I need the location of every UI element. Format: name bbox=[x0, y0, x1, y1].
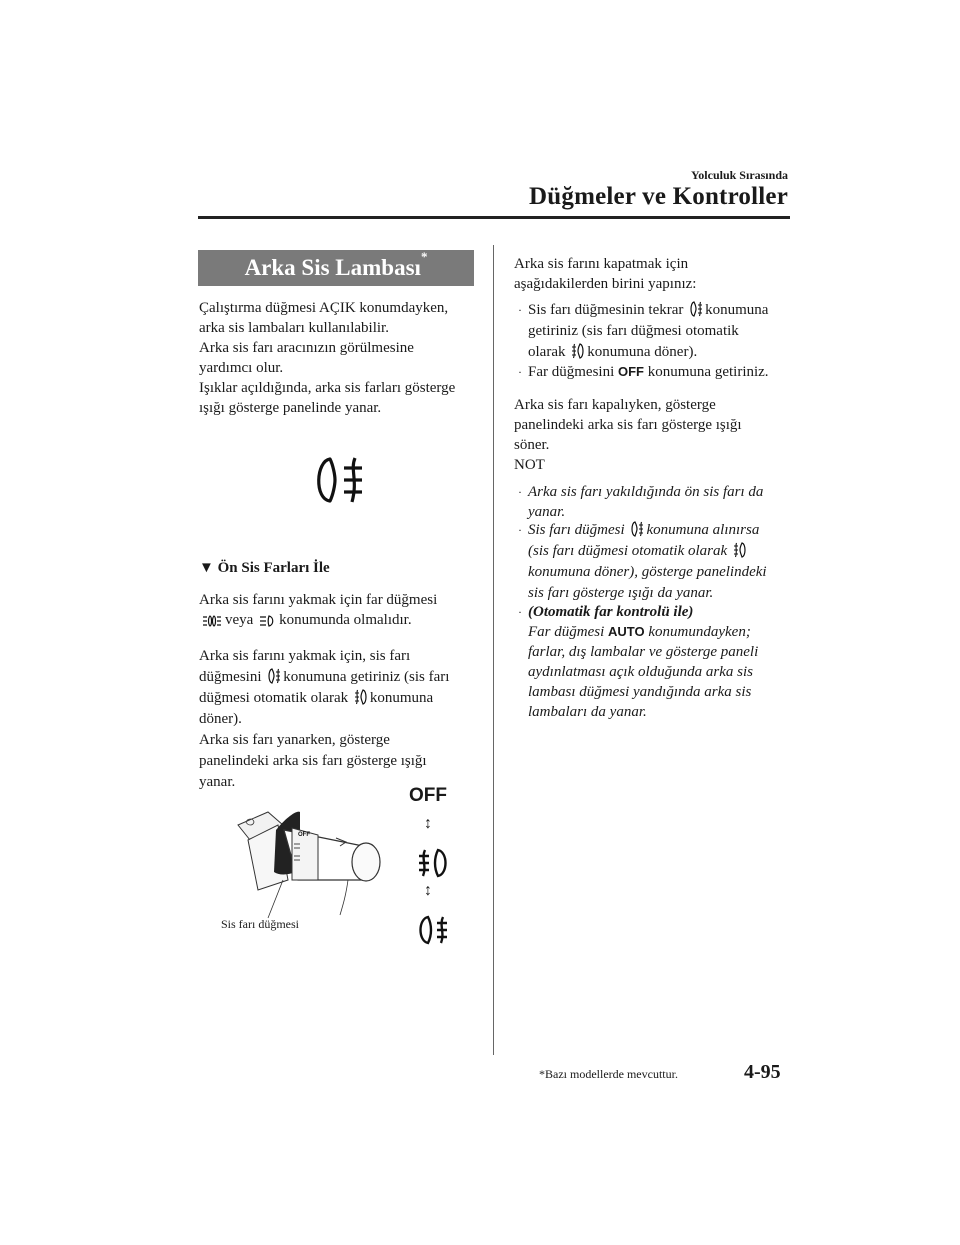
text-line: Sis farı düğmesi konumuna alınırsa bbox=[528, 522, 760, 538]
availability-mark: * bbox=[420, 249, 428, 264]
text-line: yanar. bbox=[528, 504, 566, 520]
bullet-item-1 bbox=[518, 300, 769, 363]
bullet-marker: · bbox=[518, 523, 522, 537]
text-line: Sis farı düğmesinin tekrar konumuna bbox=[528, 302, 769, 318]
text-line: döner). bbox=[199, 711, 242, 727]
text-line: (sis farı düğmesi otomatik olarak bbox=[528, 541, 767, 562]
front-fog-icon bbox=[354, 689, 368, 705]
turn-off-result bbox=[514, 395, 742, 455]
text-line: Arka sis farını kapatmak için bbox=[514, 256, 689, 272]
text-line: olarak konumuna döner). bbox=[528, 344, 698, 360]
text-line: lambası düğmesi yandığında arka sis bbox=[528, 684, 752, 700]
text-line: Arka sis farı kapalıyken, gösterge bbox=[514, 397, 716, 413]
text-line: Arka sis farı yanarken, gösterge bbox=[199, 732, 390, 748]
header-rule bbox=[198, 216, 790, 219]
rear-fog-icon bbox=[267, 668, 281, 684]
front-fog-icon bbox=[733, 542, 747, 558]
arrow-updown-icon: ↕ bbox=[424, 882, 432, 899]
column-divider bbox=[493, 245, 494, 1055]
text-line: Arka sis farını yakmak için, sis farı bbox=[199, 648, 411, 664]
note-item-2 bbox=[518, 520, 767, 604]
off-position-label: OFF bbox=[409, 785, 447, 806]
footnote: *Bazı modellerde mevcuttur. bbox=[539, 1067, 678, 1081]
text-line: aydınlatması açık olduğunda arka sis bbox=[528, 664, 753, 680]
bullet-item-2: · Far düğmesini OFF konumuna getiriniz. bbox=[518, 364, 769, 380]
headlight-icon bbox=[201, 615, 223, 627]
section-banner bbox=[198, 250, 474, 286]
note-item-1 bbox=[518, 482, 764, 522]
note-item-3 bbox=[518, 602, 759, 722]
text-line: yardımcı olur. bbox=[199, 360, 284, 376]
section-heading: Arka Sis Lambası bbox=[244, 255, 421, 280]
text-line: Arka sis farını yakmak için far düğmesi bbox=[199, 592, 438, 608]
chapter-title: Düğmeler ve Kontroller bbox=[529, 183, 788, 210]
text-line: düğmesi otomatik olarak konumuna bbox=[199, 690, 434, 706]
text-line: Arka sis farı aracınızın görülmesine bbox=[199, 340, 414, 356]
note-heading: NOT bbox=[514, 457, 545, 473]
rear-fog-icon bbox=[416, 915, 450, 950]
bullet-marker: · bbox=[518, 303, 522, 317]
text-line: Çalıştırma düğmesi AÇIK konumdayken, bbox=[199, 300, 449, 316]
text-line: Arka sis farı yakıldığında ön sis farı da bbox=[528, 484, 764, 500]
front-fog-icon bbox=[571, 343, 585, 359]
bullet-marker: · bbox=[518, 365, 522, 379]
triangle-marker-icon: ▼ bbox=[199, 560, 214, 576]
parking-light-icon bbox=[259, 615, 277, 627]
text-line: söner. bbox=[514, 437, 550, 453]
page-number: 4-95 bbox=[744, 1061, 781, 1083]
rear-fog-icon bbox=[630, 521, 644, 537]
text-line: (Otomatik far kontrolü ile) bbox=[528, 604, 694, 620]
subsection-title: Ön Sis Farları İle bbox=[217, 560, 330, 576]
front-fog-icon bbox=[416, 848, 450, 883]
bullet-marker: · bbox=[518, 605, 522, 619]
paragraph-2 bbox=[199, 646, 449, 793]
bullet-marker: · bbox=[518, 485, 522, 499]
section-title: Yolculuk Sırasında bbox=[690, 168, 788, 182]
text-line: getiriniz (sis farı düğmesi otomatik bbox=[528, 323, 739, 339]
subsection-heading bbox=[199, 560, 330, 577]
text-line: düğmesini konumuna getiriniz (sis farı bbox=[199, 669, 450, 685]
text-line: Far düğmesi AUTO konumundayken; bbox=[528, 624, 751, 640]
text-line: panelindeki arka sis farı gösterge ışığı bbox=[199, 753, 427, 769]
text-line: konumuna döner), gösterge panelindeki bbox=[528, 564, 767, 580]
turn-off-intro bbox=[514, 254, 696, 294]
text-line: ışığı gösterge panelinde yanar. bbox=[199, 400, 382, 416]
rear-fog-icon bbox=[310, 455, 368, 510]
text-line: Işıklar açıldığında, arka sis farları gösterge bbox=[199, 380, 456, 396]
fog-switch-illustration bbox=[228, 800, 388, 925]
svg-text:OFF: OFF bbox=[298, 832, 310, 838]
text-line: yanar. bbox=[199, 774, 236, 790]
text-line: veya konumunda olmalıdır. bbox=[199, 610, 437, 630]
intro-paragraph bbox=[199, 298, 455, 418]
text-line: lambaları da yanar. bbox=[528, 704, 647, 720]
arrow-updown-icon: ↕ bbox=[424, 815, 432, 832]
text-line: arka sis lambaları kullanılabilir. bbox=[199, 320, 389, 336]
text-line: panelindeki arka sis farı gösterge ışığı bbox=[514, 417, 742, 433]
rear-fog-icon bbox=[689, 301, 703, 317]
text-line: aşağıdakilerden birini yapınız: bbox=[514, 276, 697, 292]
auto-symbol: AUTO bbox=[608, 624, 645, 639]
off-symbol: OFF bbox=[618, 364, 644, 379]
text-line: farlar, dış lambalar ve gösterge paneli bbox=[528, 644, 759, 660]
paragraph-1 bbox=[199, 590, 437, 630]
text-line: sis farı gösterge ışığı da yanar. bbox=[528, 585, 714, 601]
figure-caption: Sis farı düğmesi bbox=[221, 917, 299, 931]
